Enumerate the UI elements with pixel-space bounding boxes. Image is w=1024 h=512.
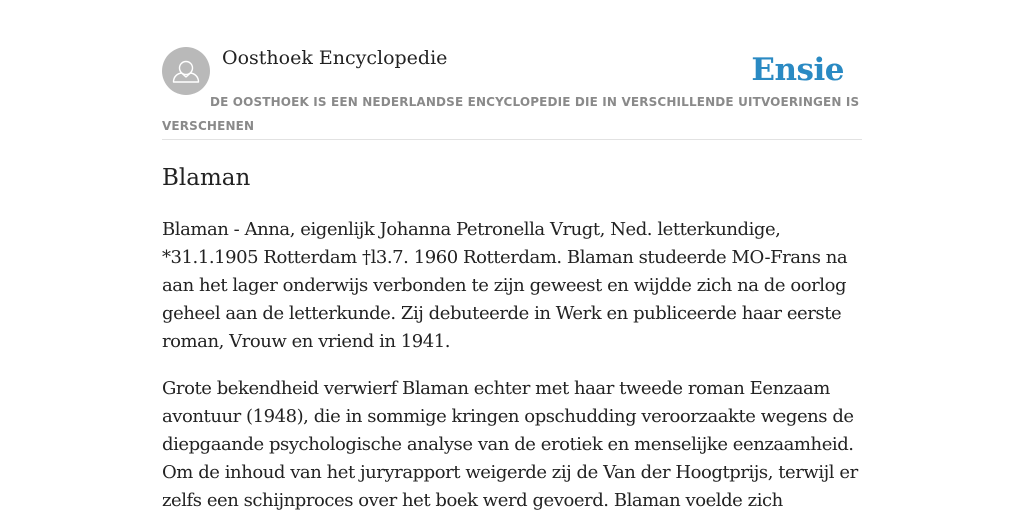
article-paragraph: Grote bekendheid verwierf Blaman echter met haar tweede roman Eenzaam avontuur (1948), die in sommige kringen opschudding veroorzaakte wegens de diepgaande psychologische analyse van de erotiek en menselijke eenzaamheid. Om de inhoud van het juryrapport weigerde zij de Van der Hoogtprijs, terwijl er zelfs een schijnproces over het boek werd gevoerd. Blaman voelde zich bbox=[162, 378, 858, 511]
article-title: Blaman bbox=[162, 165, 251, 191]
header-divider bbox=[162, 139, 862, 140]
article-body bbox=[162, 216, 862, 512]
user-icon bbox=[162, 47, 210, 95]
brand-logo[interactable]: Ensie bbox=[751, 52, 844, 88]
site-name[interactable]: Oosthoek Encyclopedie bbox=[222, 47, 448, 69]
avatar[interactable] bbox=[162, 47, 210, 95]
article-paragraph: Blaman - Anna, eigenlijk Johanna Petronella Vrugt, Ned. letterkundige, *31.1.1905 Rotterdam †l3.7. 1960 Rotterdam. Blaman studeerde MO-Frans na aan het lager onderwijs verbonden te zijn geweest en wijdde zich na de oorlog geheel aan de letterkunde. Zij debuteerde in Werk en publiceerde haar eerste roman, Vrouw en vriend in 1941. bbox=[162, 219, 848, 352]
header bbox=[162, 46, 862, 140]
site-subtitle: DE OOSTHOEK IS EEN NEDERLANDSE ENCYCLOPEDIE DIE IN VERSCHILLENDE UITVOERINGEN IS VERSCHENEN bbox=[162, 95, 860, 133]
